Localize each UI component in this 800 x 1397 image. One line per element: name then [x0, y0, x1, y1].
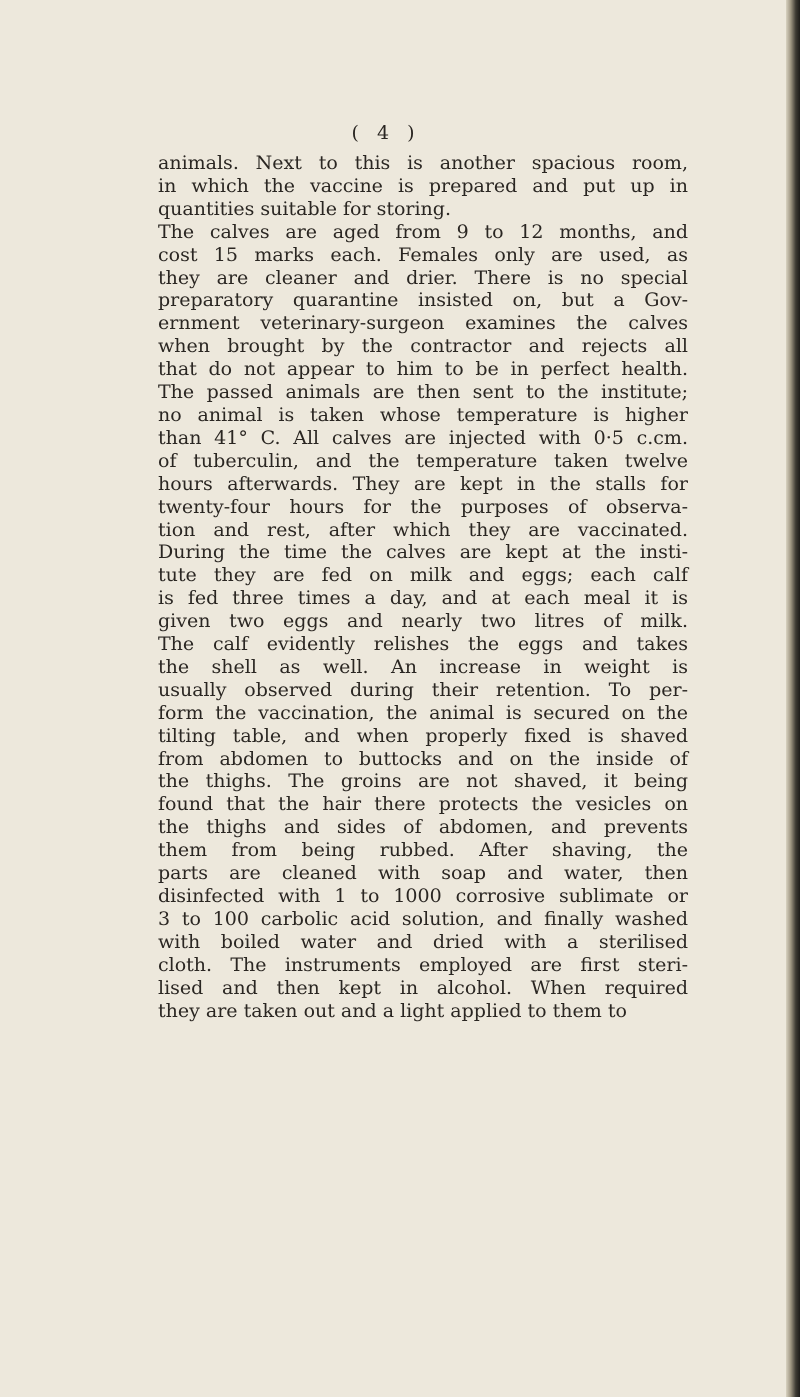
text-line: from abdomen to buttocks and on the inside of	[158, 747, 688, 770]
text-line: usually observed during their retention. To per-	[158, 678, 688, 701]
text-line: disinfected with 1 to 1000 corrosive sublimate or	[158, 885, 688, 907]
binding-edge	[786, 0, 800, 1397]
text-line: with boiled water and dried with a sterilised	[158, 930, 688, 953]
text-line: in which the vaccine is prepared and put up in	[158, 174, 688, 197]
text-line: During the time the calves are kept at the insti-	[158, 541, 688, 564]
text-line: the thighs and sides of abdomen, and prevents	[158, 816, 688, 839]
text-line: parts are cleaned with soap and water, then	[158, 862, 688, 885]
text-line: than 41° C. All calves are injected with 0·5 c.cm.	[158, 426, 688, 449]
text-line: lised and then kept in alcohol. When required	[158, 976, 688, 999]
text-line: the shell as well. An increase in weight is	[158, 655, 688, 678]
text-line: found that the hair there protects the vesicles on	[158, 793, 688, 816]
text-line: hours afterwards. They are kept in the stalls for	[158, 472, 688, 495]
text-line: ernment veterinary-surgeon examines the calves	[158, 312, 688, 335]
text-line: cloth. The instruments employed are first steri-	[158, 953, 688, 976]
text-line: tute they are fed on milk and eggs; each calf	[158, 564, 688, 587]
text-line: tilting table, and when properly fixed is shaved	[158, 724, 688, 747]
text-line: preparatory quarantine insisted on, but a Gov-	[158, 289, 688, 312]
text-line: given two eggs and nearly two litres of milk.	[158, 610, 688, 633]
text-line: The passed animals are then sent to the institute;	[158, 381, 688, 404]
text-line: they are taken out and a light applied to them to	[158, 999, 627, 1022]
text-line: that do not appear to him to be in perfect health.	[158, 358, 688, 381]
text-line: is fed three times a day, and at each meal it is	[158, 587, 688, 610]
text-line: twenty-four hours for the purposes of observa-	[158, 495, 688, 518]
text-line: they are cleaner and drier. There is no special	[158, 266, 688, 289]
text-line: form the vaccination, the animal is secured on the	[158, 701, 688, 724]
text-line: animals. Next to this is another spacious room,	[158, 152, 688, 174]
text-line: 3 to 100 carbolic acid solution, and finally washed	[158, 907, 688, 930]
text-line: the thighs. The groins are not shaved, it being	[158, 770, 688, 793]
text-line: The calves are aged from 9 to 12 months, and	[158, 220, 688, 243]
text-line: them from being rubbed. After shaving, the	[158, 839, 688, 862]
text-line: cost 15 marks each. Females only are used, as	[158, 243, 688, 266]
text-line: tion and rest, after which they are vaccinated.	[158, 518, 688, 541]
text-line: quantities suitable for storing.	[158, 197, 451, 220]
text-line: when brought by the contractor and rejects all	[158, 335, 688, 358]
text-line: of tuberculin, and the temperature taken twelve	[158, 449, 688, 472]
text-line: The calf evidently relishes the eggs and takes	[158, 633, 688, 656]
text-line: no animal is taken whose temperature is higher	[158, 403, 688, 426]
body-text	[158, 152, 688, 1022]
page-number: ( 4 )	[351, 122, 421, 144]
